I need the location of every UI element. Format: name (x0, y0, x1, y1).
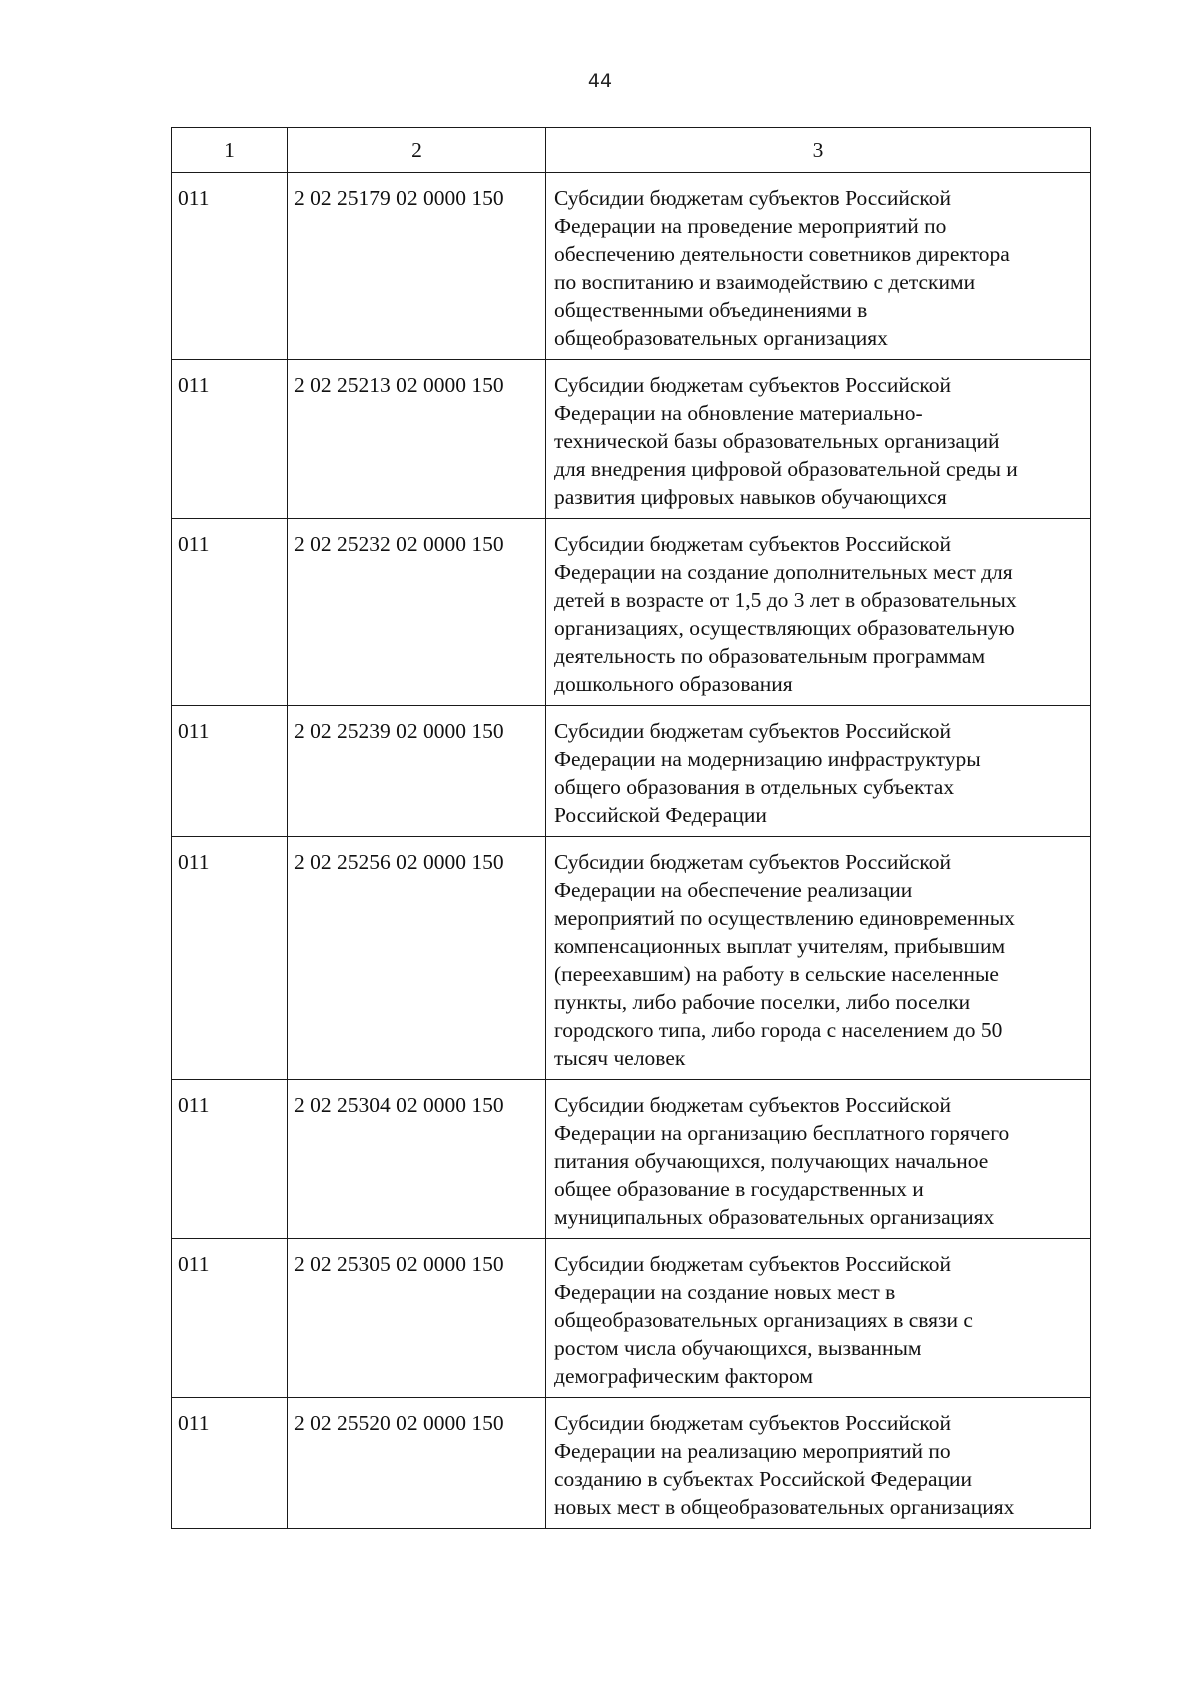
admin-code-cell: 011 (172, 360, 288, 519)
income-name-line: дошкольного образования (554, 672, 793, 696)
income-name-line: питания обучающихся, получающих начальное (554, 1149, 989, 1173)
column-header-3: 3 (546, 128, 1091, 173)
budget-code-cell: 2 02 25305 02 0000 150 (288, 1239, 546, 1398)
income-name-line: тысяч человек (554, 1046, 686, 1070)
income-name-line: технической базы образовательных организаций (554, 429, 1000, 453)
table-row (172, 1080, 1091, 1239)
income-name-line: Федерации на реализацию мероприятий по (554, 1439, 951, 1463)
income-name-line: общеобразовательных организациях в связи с (554, 1308, 973, 1332)
income-name-line: городского типа, либо города с населением до 50 (554, 1018, 1003, 1042)
income-name-line: развития цифровых навыков обучающихся (554, 485, 947, 509)
income-name-line: (переехавшим) на работу в сельские населенные (554, 962, 999, 986)
income-name-line: Субсидии бюджетам субъектов Российской (554, 373, 952, 397)
page-number: 44 (587, 70, 613, 92)
budget-code-cell: 2 02 25232 02 0000 150 (288, 519, 546, 706)
table-row (172, 837, 1091, 1080)
budget-code-cell: 2 02 25304 02 0000 150 (288, 1080, 546, 1239)
admin-code-cell: 011 (172, 837, 288, 1080)
income-name-line: демографическим фактором (554, 1364, 813, 1388)
income-name-line: Федерации на проведение мероприятий по (554, 214, 947, 238)
admin-code-cell: 011 (172, 706, 288, 837)
income-name-line: общественными объединениями в (554, 298, 868, 322)
table-row (172, 1239, 1091, 1398)
income-name-line: Субсидии бюджетам субъектов Российской (554, 850, 952, 874)
column-header-2: 2 (288, 128, 546, 173)
table-row (172, 519, 1091, 706)
income-name-line: Субсидии бюджетам субъектов Российской (554, 1093, 952, 1117)
budget-code-cell: 2 02 25520 02 0000 150 (288, 1398, 546, 1529)
income-name-line: Субсидии бюджетам субъектов Российской (554, 186, 952, 210)
income-name-line: мероприятий по осуществлению единовременных (554, 906, 1015, 930)
income-name-cell (546, 706, 1091, 837)
income-name-line: организациях, осуществляющих образовательную (554, 616, 1015, 640)
budget-code-cell: 2 02 25239 02 0000 150 (288, 706, 546, 837)
income-name-line: Федерации на обеспечение реализации (554, 878, 913, 902)
income-name-line: общеобразовательных организациях (554, 326, 888, 350)
income-name-line: Федерации на создание новых мест в (554, 1280, 896, 1304)
income-name-line: для внедрения цифровой образовательной среды и (554, 457, 1018, 481)
budget-code-cell: 2 02 25179 02 0000 150 (288, 173, 546, 360)
income-name-line: Субсидии бюджетам субъектов Российской (554, 532, 952, 556)
income-name-cell (546, 1080, 1091, 1239)
budget-code-cell: 2 02 25256 02 0000 150 (288, 837, 546, 1080)
income-name-line: по воспитанию и взаимодействию с детскими (554, 270, 976, 294)
table-header-row (172, 128, 1091, 173)
income-name-line: созданию в субъектах Российской Федерации (554, 1467, 973, 1491)
income-name-cell (546, 173, 1091, 360)
table-row (172, 360, 1091, 519)
income-name-cell (546, 360, 1091, 519)
budget-code-table (171, 127, 1091, 1529)
income-name-line: Федерации на создание дополнительных мест для (554, 560, 1013, 584)
income-name-line: общего образования в отдельных субъектах (554, 775, 955, 799)
admin-code-cell: 011 (172, 1398, 288, 1529)
income-name-line: муниципальных образовательных организациях (554, 1205, 995, 1229)
income-name-line: новых мест в общеобразовательных организациях (554, 1495, 1015, 1519)
income-name-line: детей в возрасте от 1,5 до 3 лет в образовательных (554, 588, 1017, 612)
income-name-line: Федерации на организацию бесплатного горячего (554, 1121, 1010, 1145)
income-name-line: пункты, либо рабочие поселки, либо поселки (554, 990, 971, 1014)
table-row (172, 1398, 1091, 1529)
admin-code-cell: 011 (172, 173, 288, 360)
admin-code-cell: 011 (172, 519, 288, 706)
income-name-line: Российской Федерации (554, 803, 767, 827)
income-name-line: ростом числа обучающихся, вызванным (554, 1336, 922, 1360)
income-name-line: деятельность по образовательным программам (554, 644, 986, 668)
admin-code-cell: 011 (172, 1239, 288, 1398)
column-header-1: 1 (172, 128, 288, 173)
income-name-line: Субсидии бюджетам субъектов Российской (554, 1252, 952, 1276)
income-name-line: компенсационных выплат учителям, прибывшим (554, 934, 1006, 958)
admin-code-cell: 011 (172, 1080, 288, 1239)
income-name-cell (546, 837, 1091, 1080)
table-body (172, 128, 1091, 1529)
income-name-line: Федерации на обновление материально- (554, 401, 923, 425)
income-name-cell (546, 1398, 1091, 1529)
income-name-line: Субсидии бюджетам субъектов Российской (554, 719, 952, 743)
income-name-line: Субсидии бюджетам субъектов Российской (554, 1411, 952, 1435)
income-name-cell (546, 519, 1091, 706)
table-row (172, 706, 1091, 837)
income-name-cell (546, 1239, 1091, 1398)
income-name-line: Федерации на модернизацию инфраструктуры (554, 747, 981, 771)
budget-code-cell: 2 02 25213 02 0000 150 (288, 360, 546, 519)
income-name-line: обеспечению деятельности советников директора (554, 242, 1010, 266)
income-name-line: общее образование в государственных и (554, 1177, 924, 1201)
table-row (172, 173, 1091, 360)
